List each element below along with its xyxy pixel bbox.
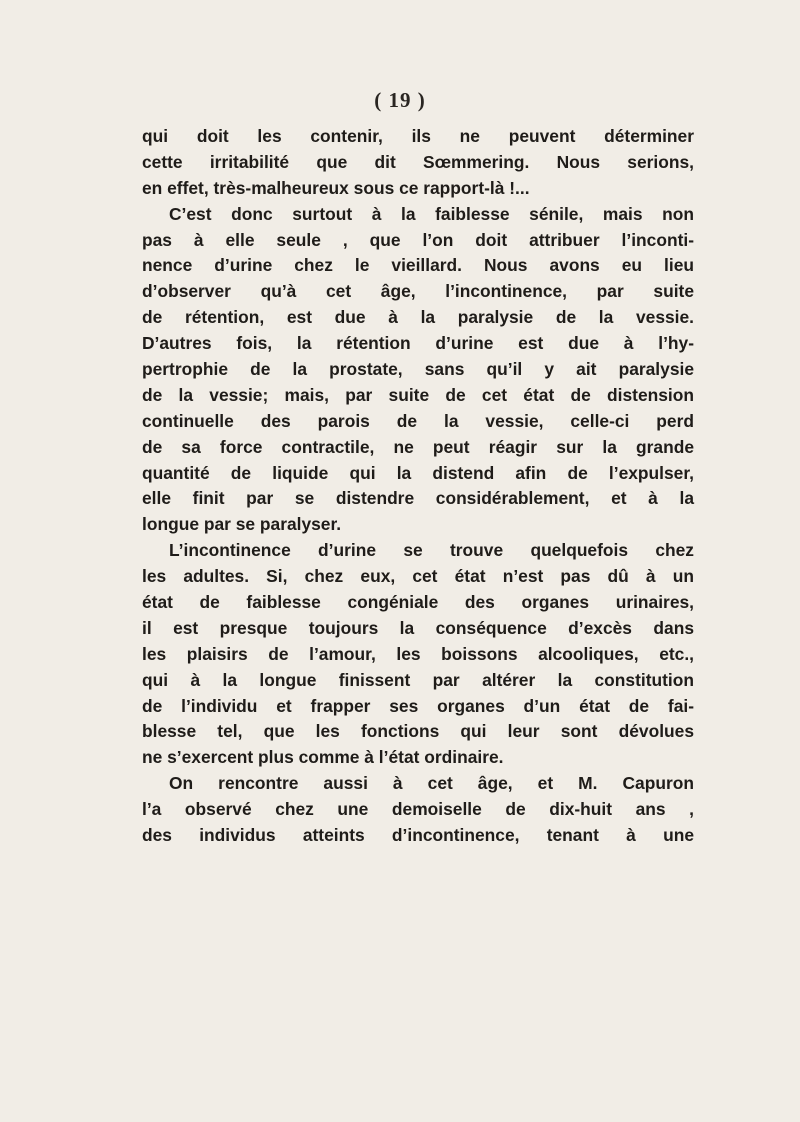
text-line: d’observer qu’à cet âge, l’incontinence, par suite bbox=[142, 281, 694, 302]
text-line: continuelle des parois de la vessie, celle-ci perd bbox=[142, 410, 694, 431]
text-line: de l’individu et frapper ses organes d’un état de fai- bbox=[142, 695, 694, 716]
body-text bbox=[142, 124, 694, 849]
text-line: état de faiblesse congéniale des organes urinaires, bbox=[142, 592, 694, 613]
text-line: D’autres fois, la rétention d’urine est due à l’hy- bbox=[142, 333, 694, 354]
text-line: quantité de liquide qui la distend afin de l’expulser, bbox=[142, 462, 694, 483]
text-line: nence d’urine chez le vieillard. Nous avons eu lieu bbox=[142, 255, 694, 276]
text-line: les adultes. Si, chez eux, cet état n’est pas dû à un bbox=[142, 566, 694, 587]
text-line: C’est donc surtout à la faiblesse sénile, mais non bbox=[169, 203, 694, 224]
text-line: de la vessie; mais, par suite de cet état de distension bbox=[142, 384, 694, 405]
page-number: ( 19 ) bbox=[374, 88, 426, 112]
text-line: qui doit les contenir, ils ne peuvent déterminer bbox=[142, 126, 694, 146]
text-line: des individus atteints d’incontinence, tenant à une bbox=[142, 825, 694, 846]
text-line: pertrophie de la prostate, sans qu’il y ait paralysie bbox=[142, 359, 694, 380]
text-line: qui à la longue finissent par altérer la constitution bbox=[142, 669, 694, 690]
text-line: il est presque toujours la conséquence d’excès dans bbox=[142, 617, 694, 638]
text-line: ne s’exercent plus comme à l’état ordinaire. bbox=[142, 747, 504, 768]
text-line: longue par se paralyser. bbox=[142, 514, 342, 535]
text-line: de rétention, est due à la paralysie de la vessie. bbox=[142, 307, 694, 328]
text-line: On rencontre aussi à cet âge, et M. Capuron bbox=[169, 773, 694, 794]
text-line: cette irritabilité que dit Sœmmering. Nous serions, bbox=[142, 151, 694, 172]
text-line: blesse tel, que les fonctions qui leur sont dévolues bbox=[142, 721, 694, 742]
text-line: les plaisirs de l’amour, les boissons alcooliques, etc., bbox=[142, 643, 694, 664]
text-line: elle finit par se distendre considérablement, et à la bbox=[142, 488, 694, 509]
text-line: L’incontinence d’urine se trouve quelquefois chez bbox=[169, 540, 694, 561]
text-line: l’a observé chez une demoiselle de dix-huit ans , bbox=[142, 799, 694, 820]
text-line: pas à elle seule , que l’on doit attribuer l’inconti- bbox=[142, 229, 694, 250]
text-line: de sa force contractile, ne peut réagir sur la grande bbox=[142, 436, 694, 457]
text-line: en effet, très-malheureux sous ce rapport-là !... bbox=[142, 177, 530, 198]
